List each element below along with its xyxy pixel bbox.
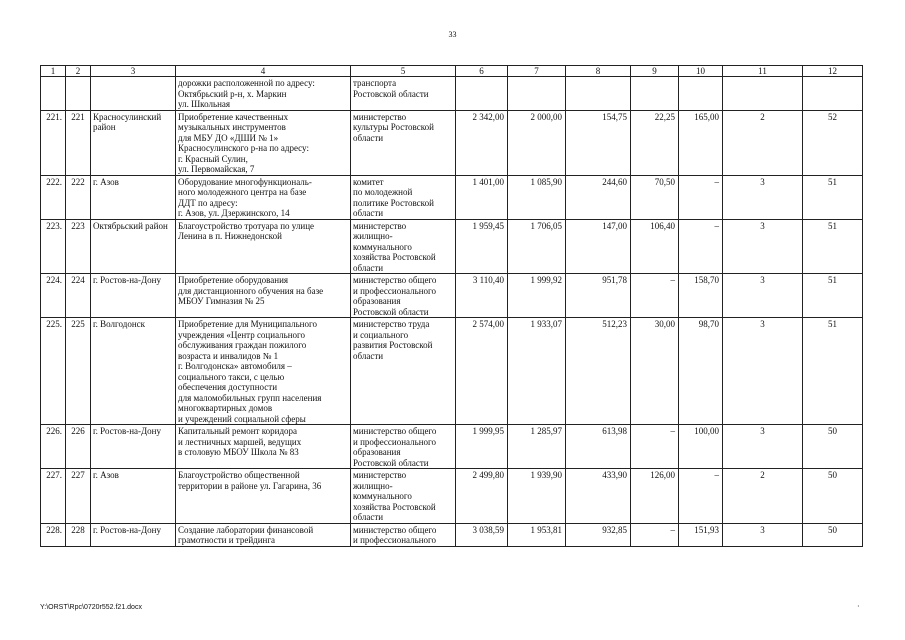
table-row	[41, 318, 863, 425]
project-description-cell: Приобретение оборудования для дистанционного обучения на базе МБОУ Гимназия № 25	[176, 274, 351, 318]
object-number-cell	[66, 77, 91, 111]
other-funding-cell: 98,70	[679, 318, 723, 425]
other-funding-cell: 158,70	[679, 274, 723, 318]
page-number: 33	[448, 30, 457, 39]
total-cost-cell: 2 574,00	[456, 318, 508, 425]
row-index-cell: 225.	[41, 318, 66, 425]
local-budget-cell: 433,90	[566, 469, 631, 524]
total-cost-cell: 1 959,45	[456, 219, 508, 274]
column-header: 7	[508, 66, 566, 77]
total-cost-cell: 3 038,59	[456, 523, 508, 546]
total-cost-cell: 1 999,95	[456, 425, 508, 469]
extra-funding-cell: –	[631, 274, 679, 318]
category-cell: 3	[723, 318, 803, 425]
row-index-cell: 227.	[41, 469, 66, 524]
extra-funding-cell: 22,25	[631, 110, 679, 175]
category-cell: 3	[723, 175, 803, 219]
project-description-cell: дорожки расположенной по адресу: Октябрьский р-н, х. Маркин ул. Школьная	[176, 77, 351, 111]
column-header: 10	[679, 66, 723, 77]
score-cell: 52	[803, 110, 863, 175]
other-funding-cell: –	[679, 175, 723, 219]
table-row	[41, 523, 863, 546]
total-cost-cell: 2 342,00	[456, 110, 508, 175]
column-header: 1	[41, 66, 66, 77]
extra-funding-cell: 106,40	[631, 219, 679, 274]
score-cell: 50	[803, 469, 863, 524]
category-cell: 3	[723, 425, 803, 469]
column-header: 3	[91, 66, 176, 77]
row-index-cell: 228.	[41, 523, 66, 546]
municipality-cell: г. Волгодонск	[91, 318, 176, 425]
table-row	[41, 274, 863, 318]
responsible-ministry-cell: министерство жилищно- коммунального хозяйства Ростовской области	[351, 219, 456, 274]
column-header: 4	[176, 66, 351, 77]
responsible-ministry-cell: министерство общего и профессионального образования Ростовской области	[351, 425, 456, 469]
table-row	[41, 77, 863, 111]
project-description-cell: Создание лаборатории финансовой грамотности и трейдинга	[176, 523, 351, 546]
score-cell: 50	[803, 523, 863, 546]
column-header: 6	[456, 66, 508, 77]
row-index-cell: 224.	[41, 274, 66, 318]
responsible-ministry-cell: комитет по молодежной политике Ростовской области	[351, 175, 456, 219]
responsible-ministry-cell: министерство жилищно- коммунального хозяйства Ростовской области	[351, 469, 456, 524]
regional-budget-cell: 1 939,90	[508, 469, 566, 524]
score-cell: 51	[803, 274, 863, 318]
other-funding-cell: 151,93	[679, 523, 723, 546]
project-description-cell: Благоустройство тротуара по улице Ленина в п. Нижнедонской	[176, 219, 351, 274]
regional-budget-cell	[508, 77, 566, 111]
table-row	[41, 469, 863, 524]
column-header: 12	[803, 66, 863, 77]
local-budget-cell: 512,23	[566, 318, 631, 425]
category-cell: 2	[723, 110, 803, 175]
score-cell: 51	[803, 318, 863, 425]
category-cell: 2	[723, 469, 803, 524]
municipality-cell: Октябрьский район	[91, 219, 176, 274]
total-cost-cell	[456, 77, 508, 111]
regional-budget-cell: 1 999,92	[508, 274, 566, 318]
responsible-ministry-cell: транспорта Ростовской области	[351, 77, 456, 111]
municipality-cell: г. Азов	[91, 469, 176, 524]
row-index-cell: 223.	[41, 219, 66, 274]
other-funding-cell: –	[679, 469, 723, 524]
regional-budget-cell: 1 085,90	[508, 175, 566, 219]
local-budget-cell: 147,00	[566, 219, 631, 274]
score-cell: 50	[803, 425, 863, 469]
responsible-ministry-cell: министерство общего и профессионального образования Ростовской области	[351, 274, 456, 318]
object-number-cell: 223	[66, 219, 91, 274]
object-number-cell: 226	[66, 425, 91, 469]
other-funding-cell	[679, 77, 723, 111]
total-cost-cell: 3 110,40	[456, 274, 508, 318]
file-path-footer: Y:\ORST\Rpc\0720r552.f21.docx	[40, 604, 142, 611]
municipality-cell: г. Азов	[91, 175, 176, 219]
municipality-cell	[91, 77, 176, 111]
category-cell	[723, 77, 803, 111]
category-cell: 3	[723, 523, 803, 546]
regional-budget-cell: 1 706,05	[508, 219, 566, 274]
object-number-cell: 224	[66, 274, 91, 318]
score-cell	[803, 77, 863, 111]
regional-budget-cell: 1 933,07	[508, 318, 566, 425]
municipality-cell: г. Ростов-на-Дону	[91, 425, 176, 469]
local-budget-cell: 613,98	[566, 425, 631, 469]
municipality-cell: г. Ростов-на-Дону	[91, 274, 176, 318]
column-header-row	[41, 66, 863, 77]
table-row	[41, 425, 863, 469]
municipality-cell: Красносулинский район	[91, 110, 176, 175]
local-budget-cell: 244,60	[566, 175, 631, 219]
object-number-cell: 227	[66, 469, 91, 524]
score-cell: 51	[803, 219, 863, 274]
extra-funding-cell: –	[631, 425, 679, 469]
row-index-cell: 221.	[41, 110, 66, 175]
total-cost-cell: 1 401,00	[456, 175, 508, 219]
municipality-cell: г. Ростов-на-Дону	[91, 523, 176, 546]
local-budget-cell	[566, 77, 631, 111]
extra-funding-cell: 70,50	[631, 175, 679, 219]
project-description-cell: Приобретение качественных музыкальных инструментов для МБУ ДО «ДШИ № 1» Красносулинского р-на по адресу: г. Красный Сулин, ул. Первомайская, 7	[176, 110, 351, 175]
project-description-cell: Оборудование многофункциональ- ного молодежного центра на базе ДДТ по адресу: г. Азов, ул. Дзержинского, 14	[176, 175, 351, 219]
regional-budget-cell: 1 285,97	[508, 425, 566, 469]
responsible-ministry-cell: министерство культуры Ростовской области	[351, 110, 456, 175]
local-budget-cell: 951,78	[566, 274, 631, 318]
project-description-cell: Капитальный ремонт коридора и лестничных маршей, ведущих в столовую МБОУ Школа № 83	[176, 425, 351, 469]
corner-mark: ·	[857, 602, 860, 611]
column-header: 8	[566, 66, 631, 77]
score-cell: 51	[803, 175, 863, 219]
regional-budget-cell: 2 000,00	[508, 110, 566, 175]
budget-table	[40, 65, 863, 547]
row-index-cell: 222.	[41, 175, 66, 219]
object-number-cell: 222	[66, 175, 91, 219]
local-budget-cell: 932,85	[566, 523, 631, 546]
column-header: 9	[631, 66, 679, 77]
column-header: 2	[66, 66, 91, 77]
table-row	[41, 219, 863, 274]
regional-budget-cell: 1 953,81	[508, 523, 566, 546]
category-cell: 3	[723, 219, 803, 274]
table-row	[41, 175, 863, 219]
responsible-ministry-cell: министерство общего и профессионального	[351, 523, 456, 546]
extra-funding-cell: 126,00	[631, 469, 679, 524]
column-header: 11	[723, 66, 803, 77]
extra-funding-cell: –	[631, 523, 679, 546]
object-number-cell: 225	[66, 318, 91, 425]
project-description-cell: Приобретение для Муниципального учреждения «Центр социального обслуживания граждан пожилого возраста и инвалидов № 1 г. Волгодонска» автомобиля – социального такси, с целью обеспечения доступности для маломобильных групп населения многоквартирных домов и учреждений социальной сферы	[176, 318, 351, 425]
responsible-ministry-cell: министерство труда и социального развития Ростовской области	[351, 318, 456, 425]
project-description-cell: Благоустройство общественной территории в районе ул. Гагарина, 36	[176, 469, 351, 524]
local-budget-cell: 154,75	[566, 110, 631, 175]
table-row	[41, 110, 863, 175]
object-number-cell: 221	[66, 110, 91, 175]
other-funding-cell: –	[679, 219, 723, 274]
extra-funding-cell: 30,00	[631, 318, 679, 425]
column-header: 5	[351, 66, 456, 77]
row-index-cell: 226.	[41, 425, 66, 469]
total-cost-cell: 2 499,80	[456, 469, 508, 524]
category-cell: 3	[723, 274, 803, 318]
row-index-cell	[41, 77, 66, 111]
other-funding-cell: 100,00	[679, 425, 723, 469]
other-funding-cell: 165,00	[679, 110, 723, 175]
extra-funding-cell	[631, 77, 679, 111]
object-number-cell: 228	[66, 523, 91, 546]
